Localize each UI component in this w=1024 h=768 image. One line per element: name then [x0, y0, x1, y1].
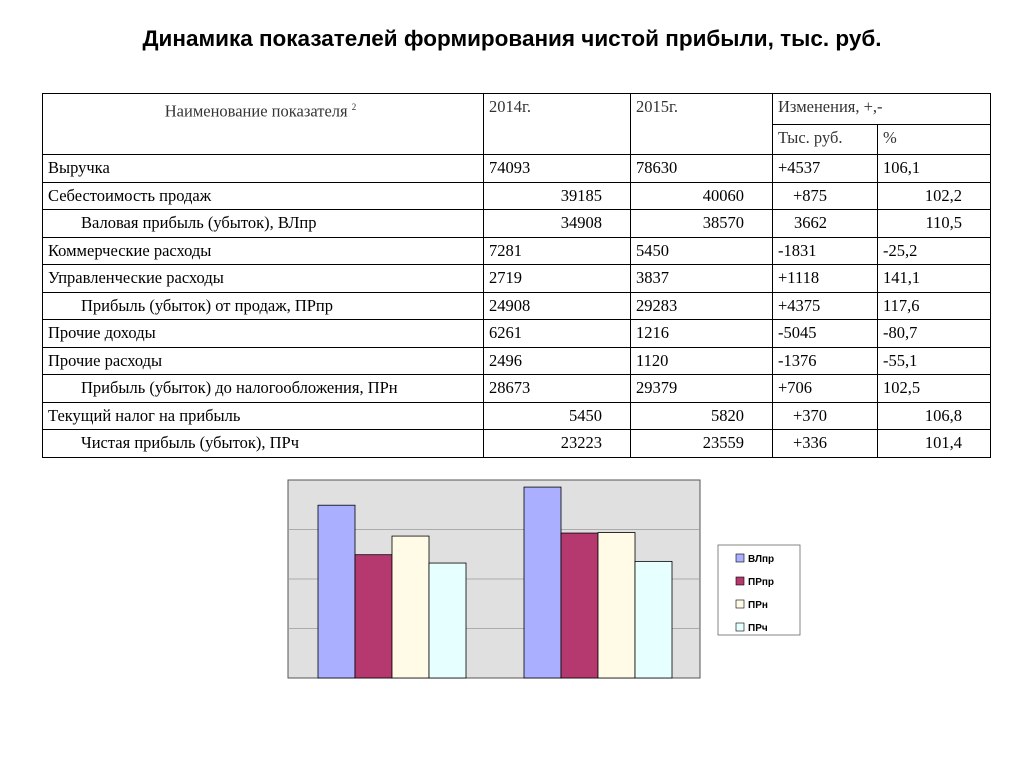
row-change-pct: -55,1	[878, 347, 991, 375]
row-value-2014: 2496	[484, 347, 631, 375]
row-value-2014: 5450	[484, 402, 631, 430]
row-name: Себестоимость продаж	[43, 182, 484, 210]
row-value-2014: 34908	[484, 210, 631, 238]
legend-label: ПРпр	[748, 577, 775, 588]
row-change-pct: 106,1	[878, 155, 991, 183]
legend-label: ПРч	[748, 623, 768, 634]
row-value-2015: 1120	[631, 347, 773, 375]
profit-table	[42, 93, 991, 458]
legend-swatch	[736, 554, 744, 562]
header-abs: Тыс. руб.	[773, 124, 878, 155]
row-value-2014: 39185	[484, 182, 631, 210]
row-value-2014: 2719	[484, 265, 631, 293]
row-change-abs: +1118	[773, 265, 878, 293]
row-value-2014: 24908	[484, 292, 631, 320]
table-row	[43, 430, 991, 458]
legend-swatch	[736, 600, 744, 608]
row-change-pct: 101,4	[878, 430, 991, 458]
row-name: Выручка	[43, 155, 484, 183]
table-row	[43, 402, 991, 430]
page-title: Динамика показателей формирования чистой прибыли, тыс. руб.	[142, 26, 882, 51]
row-value-2015: 3837	[631, 265, 773, 293]
table-row	[43, 210, 991, 238]
header-change: Изменения, +,-	[773, 94, 991, 125]
legend-label: ВЛпр	[748, 554, 775, 565]
header-2015: 2015г.	[631, 94, 773, 155]
table-row	[43, 375, 991, 403]
row-value-2014: 7281	[484, 237, 631, 265]
row-value-2015: 5820	[631, 402, 773, 430]
table-row	[43, 347, 991, 375]
row-name: Чистая прибыль (убыток), ПРч	[43, 430, 484, 458]
legend-swatch	[736, 577, 744, 585]
row-value-2015: 5450	[631, 237, 773, 265]
row-change-abs: +336	[773, 430, 878, 458]
row-value-2015: 1216	[631, 320, 773, 348]
row-value-2015: 29379	[631, 375, 773, 403]
row-name: Прочие доходы	[43, 320, 484, 348]
table-header-row	[43, 94, 991, 125]
row-change-pct: 106,8	[878, 402, 991, 430]
bar-ПРпр	[355, 555, 392, 678]
row-change-abs: -1376	[773, 347, 878, 375]
bar-ПРч	[429, 563, 466, 678]
table-row	[43, 265, 991, 293]
chart-legend	[718, 545, 800, 635]
row-value-2015: 29283	[631, 292, 773, 320]
row-change-abs: +706	[773, 375, 878, 403]
table-row	[43, 155, 991, 183]
table-row	[43, 237, 991, 265]
row-value-2014: 23223	[484, 430, 631, 458]
row-name: Прочие расходы	[43, 347, 484, 375]
row-change-pct: 102,5	[878, 375, 991, 403]
row-value-2015: 38570	[631, 210, 773, 238]
row-change-abs: 3662	[773, 210, 878, 238]
table-row	[43, 182, 991, 210]
row-change-pct: 110,5	[878, 210, 991, 238]
row-change-abs: +4375	[773, 292, 878, 320]
row-value-2015: 40060	[631, 182, 773, 210]
row-name: Валовая прибыль (убыток), ВЛпр	[43, 210, 484, 238]
bar-ПРч	[635, 561, 672, 678]
row-change-abs: -5045	[773, 320, 878, 348]
row-change-pct: 117,6	[878, 292, 991, 320]
row-name: Прибыль (убыток) до налогообложения, ПРн	[43, 375, 484, 403]
bar-ПРн	[598, 533, 635, 678]
row-change-abs: +4537	[773, 155, 878, 183]
row-change-pct: -80,7	[878, 320, 991, 348]
bar-ПРн	[392, 536, 429, 678]
bar-ВЛпр	[524, 487, 561, 678]
row-value-2015: 78630	[631, 155, 773, 183]
row-change-pct: 141,1	[878, 265, 991, 293]
profit-chart	[288, 480, 775, 684]
row-value-2014: 6261	[484, 320, 631, 348]
legend-swatch	[736, 623, 744, 631]
row-value-2015: 23559	[631, 430, 773, 458]
row-change-pct: 102,2	[878, 182, 991, 210]
bar-ВЛпр	[318, 505, 355, 678]
row-name: Прибыль (убыток) от продаж, ПРпр	[43, 292, 484, 320]
header-pct: %	[878, 124, 991, 155]
row-name: Управленческие расходы	[43, 265, 484, 293]
table-row	[43, 320, 991, 348]
row-change-abs: -1831	[773, 237, 878, 265]
row-value-2014: 74093	[484, 155, 631, 183]
header-2014: 2014г.	[484, 94, 631, 155]
row-value-2014: 28673	[484, 375, 631, 403]
row-name: Коммерческие расходы	[43, 237, 484, 265]
row-name: Текущий налог на прибыль	[43, 402, 484, 430]
table-row	[43, 292, 991, 320]
bar-ПРпр	[561, 533, 598, 678]
row-change-abs: +370	[773, 402, 878, 430]
row-change-pct: -25,2	[878, 237, 991, 265]
header-name: Наименование показателя $^2$	[43, 94, 484, 155]
legend-label: ПРн	[748, 600, 768, 611]
row-change-abs: +875	[773, 182, 878, 210]
